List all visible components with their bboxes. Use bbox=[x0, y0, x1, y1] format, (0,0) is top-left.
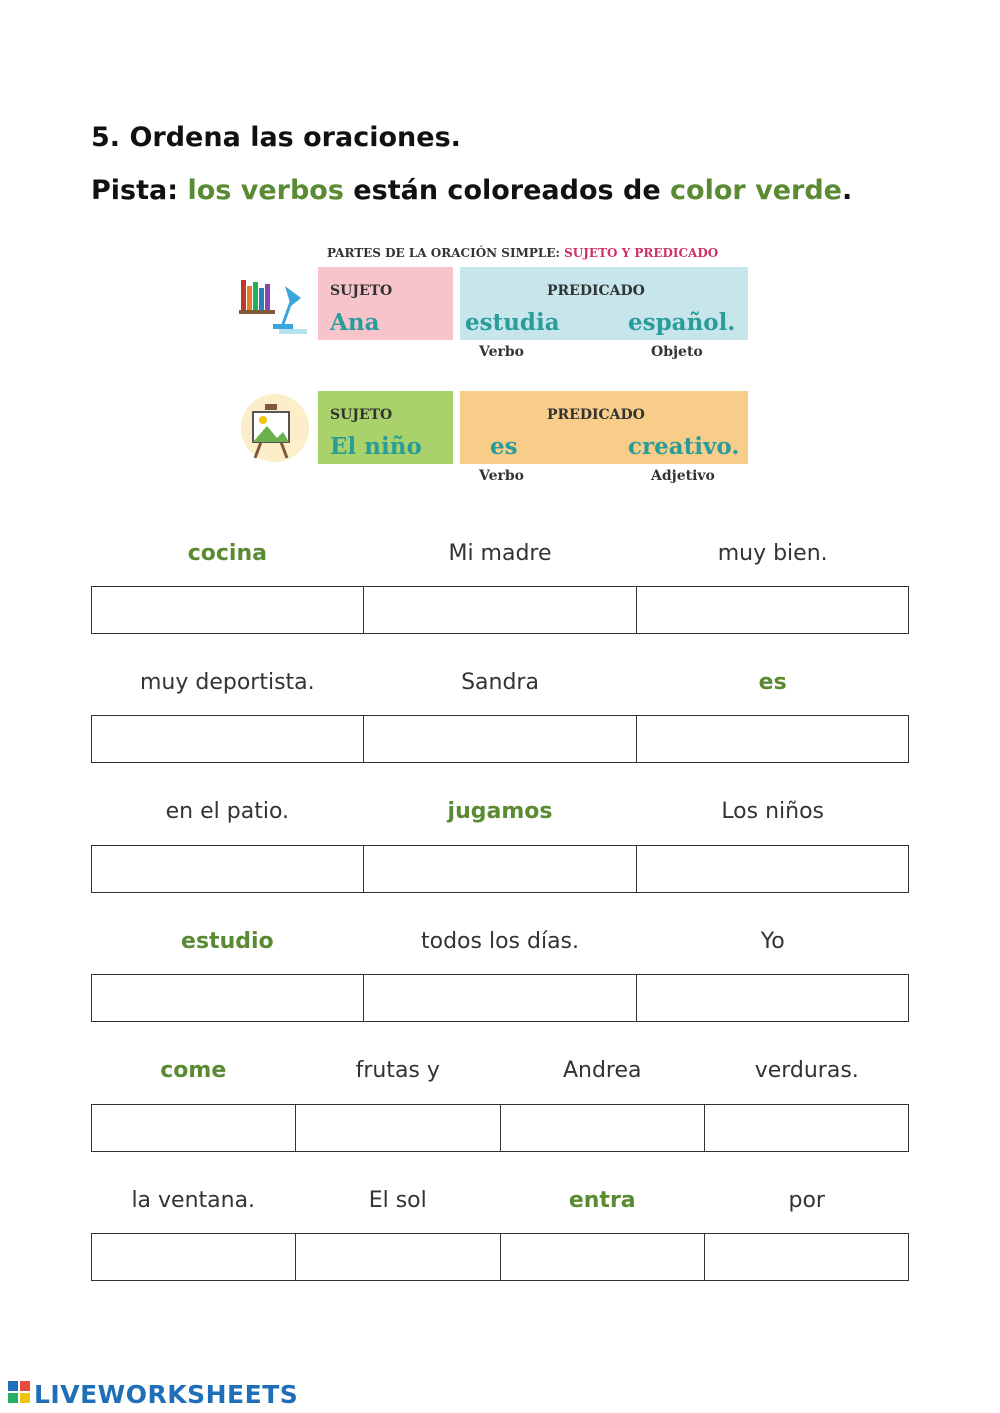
answer-box[interactable] bbox=[637, 846, 908, 892]
answer-box[interactable] bbox=[705, 1105, 908, 1151]
word-chip: frutas y bbox=[355, 1058, 440, 1083]
word-chip: jugamos bbox=[447, 799, 553, 824]
subject-label-2: SUJETO bbox=[330, 407, 393, 423]
answer-row bbox=[91, 974, 909, 1022]
word-chip: Sandra bbox=[461, 670, 539, 695]
word-chip: muy deportista. bbox=[140, 670, 315, 695]
diagram-header-highlight: SUJETO Y PREDICADO bbox=[564, 246, 719, 260]
word-chip: por bbox=[788, 1188, 825, 1213]
subject-box-2 bbox=[318, 391, 453, 464]
subject-word-2: El niño bbox=[330, 433, 422, 460]
word-chip: Yo bbox=[760, 929, 785, 954]
hint-line bbox=[91, 175, 852, 206]
verb-tag-1: Verbo bbox=[479, 344, 524, 360]
word-bank-row bbox=[91, 929, 909, 954]
hint-green-2: color verde bbox=[670, 175, 842, 206]
easel-painting-icon bbox=[239, 392, 311, 464]
answer-row bbox=[91, 845, 909, 893]
predicate-box-2 bbox=[460, 391, 748, 464]
answer-box[interactable] bbox=[92, 716, 364, 762]
predicate-box-1 bbox=[460, 267, 748, 340]
answer-box[interactable] bbox=[364, 846, 636, 892]
diagram-header bbox=[327, 246, 718, 260]
word-bank-row bbox=[91, 799, 909, 824]
predicate-label-1: PREDICADO bbox=[547, 283, 645, 299]
answer-box[interactable] bbox=[501, 1105, 705, 1151]
word-chip: en el patio. bbox=[165, 799, 290, 824]
word-bank-row bbox=[91, 1188, 909, 1213]
word-chip: El sol bbox=[368, 1188, 427, 1213]
hint-prefix: Pista: bbox=[91, 175, 188, 206]
word-chip: es bbox=[758, 670, 787, 695]
word-chip: estudio bbox=[181, 929, 274, 954]
answer-box[interactable] bbox=[92, 1234, 296, 1280]
footer-brand: LIVEWORKSHEETS bbox=[34, 1380, 299, 1409]
answer-box[interactable] bbox=[364, 975, 636, 1021]
answer-row bbox=[91, 1233, 909, 1281]
answer-box[interactable] bbox=[364, 587, 636, 633]
complement-word-2: creativo. bbox=[628, 433, 740, 460]
answer-box[interactable] bbox=[92, 846, 364, 892]
answer-box[interactable] bbox=[296, 1234, 500, 1280]
word-chip: todos los días. bbox=[421, 929, 580, 954]
word-bank-row bbox=[91, 1058, 909, 1083]
word-bank-row bbox=[91, 541, 909, 566]
subject-word-1: Ana bbox=[330, 309, 380, 336]
verb-tag-2: Verbo bbox=[479, 468, 524, 484]
exercise-title: 5. Ordena las oraciones. bbox=[91, 122, 461, 153]
answer-box[interactable] bbox=[92, 587, 364, 633]
word-chip: Andrea bbox=[562, 1058, 642, 1083]
answer-row bbox=[91, 586, 909, 634]
subject-box-1 bbox=[318, 267, 453, 340]
answer-row bbox=[91, 715, 909, 763]
word-chip: entra bbox=[568, 1188, 636, 1213]
liveworksheets-footer bbox=[8, 1380, 298, 1409]
answer-box[interactable] bbox=[92, 975, 364, 1021]
hint-suffix: . bbox=[841, 175, 853, 206]
subject-label-1: SUJETO bbox=[330, 283, 393, 299]
answer-box[interactable] bbox=[364, 716, 636, 762]
diagram-header-prefix: PARTES DE LA ORACIÓN SIMPLE: bbox=[327, 246, 565, 260]
answer-box[interactable] bbox=[637, 716, 908, 762]
word-bank-row bbox=[91, 670, 909, 695]
hint-middle: están coloreados de bbox=[343, 175, 671, 206]
word-chip: Mi madre bbox=[448, 541, 552, 566]
answer-box[interactable] bbox=[501, 1234, 705, 1280]
word-chip: verduras. bbox=[754, 1058, 859, 1083]
answer-box[interactable] bbox=[637, 587, 908, 633]
word-chip: come bbox=[160, 1058, 227, 1083]
complement-tag-2: Adjetivo bbox=[651, 468, 715, 484]
complement-word-1: español. bbox=[628, 309, 736, 336]
answer-box[interactable] bbox=[92, 1105, 296, 1151]
hint-green-1: los verbos bbox=[187, 175, 344, 206]
word-chip: cocina bbox=[187, 541, 267, 566]
books-lamp-icon bbox=[239, 272, 309, 342]
answer-box[interactable] bbox=[705, 1234, 908, 1280]
liveworksheets-logo-icon bbox=[8, 1380, 30, 1409]
predicate-label-2: PREDICADO bbox=[547, 407, 645, 423]
word-chip: la ventana. bbox=[131, 1188, 256, 1213]
word-chip: muy bien. bbox=[717, 541, 828, 566]
verb-word-2: es bbox=[490, 433, 518, 460]
sentence-parts-diagram bbox=[235, 240, 755, 490]
answer-box[interactable] bbox=[296, 1105, 500, 1151]
complement-tag-1: Objeto bbox=[651, 344, 703, 360]
word-chip: Los niños bbox=[721, 799, 825, 824]
verb-word-1: estudia bbox=[465, 309, 560, 336]
answer-row bbox=[91, 1104, 909, 1152]
answer-box[interactable] bbox=[637, 975, 908, 1021]
